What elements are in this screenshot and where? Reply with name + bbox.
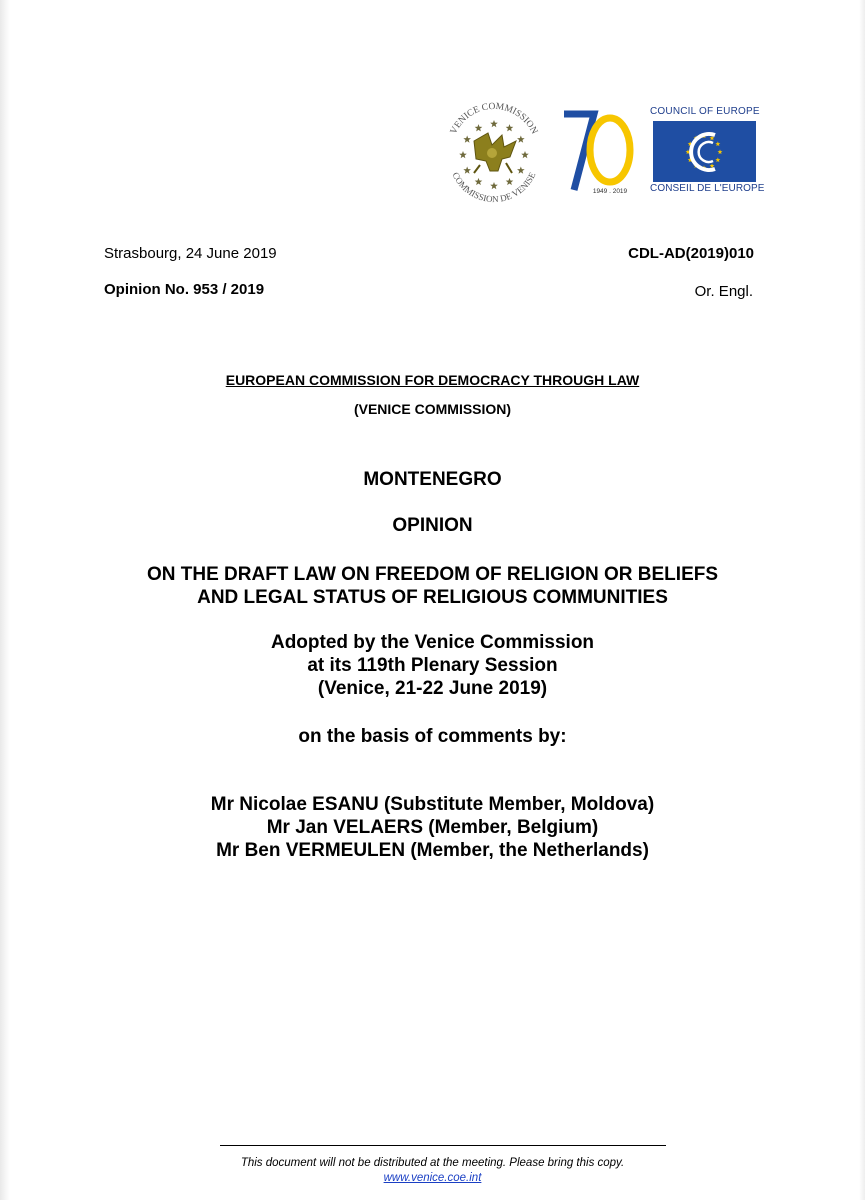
star-icon (463, 167, 471, 174)
title-line: ON THE DRAFT LAW ON FREEDOM OF RELIGION OR BELIEFS (146, 564, 719, 585)
star-icon (475, 124, 483, 131)
document-type: OPINION (392, 515, 473, 536)
adoption-line: at its 119th Plenary Session (307, 655, 558, 676)
adoption-line: Adopted by the Venice Commission (270, 632, 595, 653)
venice-commission-logo (443, 95, 545, 213)
star-icon (506, 178, 514, 185)
winged-lion-icon (474, 133, 516, 173)
rapporteurs-list (0, 793, 865, 862)
commission-name: EUROPEAN COMMISSION FOR DEMOCRACY THROUGH LAW (225, 372, 640, 388)
star-icon (490, 120, 498, 127)
star-icon (490, 182, 498, 189)
website-link[interactable]: www.venice.coe.int (383, 1172, 482, 1184)
anniversary-years: 1949 . 2019 (592, 188, 628, 195)
title-line: AND LEGAL STATUS OF RELIGIOUS COMMUNITIES (197, 587, 668, 608)
conseil-de-europe-label: CONSEIL DE L'EUROPE (650, 183, 765, 194)
star-icon (506, 124, 514, 131)
anniversary-70-logo (560, 108, 638, 196)
star-icon (463, 136, 471, 143)
document-code: CDL-AD(2019)010 (628, 245, 754, 262)
document-title (0, 563, 865, 609)
adoption-info (0, 631, 865, 700)
venice-commission-text-top: VENICE COMMISSION (448, 101, 540, 136)
star-icon (521, 151, 529, 158)
country: MONTENEGRO (363, 469, 502, 490)
rapporteur: Mr Ben VERMEULEN (Member, the Netherlands) (216, 840, 649, 861)
council-of-europe-label: COUNCIL OF EUROPE (650, 106, 760, 117)
footer-divider (220, 1145, 666, 1146)
adoption-line: (Venice, 21-22 June 2019) (317, 678, 548, 699)
venice-commission-text-bottom: COMMISSION DE VENISE (450, 170, 538, 205)
rapporteur: Mr Nicolae ESANU (Substitute Member, Moldova) (210, 794, 655, 815)
star-icon (459, 151, 467, 158)
footer-note: This document will not be distributed at the meeting. Please bring this copy. (240, 1157, 625, 1169)
svg-text:VENICE COMMISSION (449, 102, 539, 136)
star-icon (517, 136, 525, 143)
commission-abbr: (VENICE COMMISSION) (353, 401, 512, 417)
council-of-europe-logo (650, 106, 765, 196)
place-date: Strasbourg, 24 June 2019 (104, 245, 277, 262)
star-icon (517, 167, 525, 174)
basis-line: on the basis of comments by: (298, 726, 567, 747)
opinion-number: Opinion No. 953 / 2019 (104, 281, 265, 298)
star-icon (475, 178, 483, 185)
council-of-europe-flag-icon (653, 121, 756, 182)
rapporteur: Mr Jan VELAERS (Member, Belgium) (266, 817, 599, 838)
original-language: Or. Engl. (694, 283, 753, 300)
